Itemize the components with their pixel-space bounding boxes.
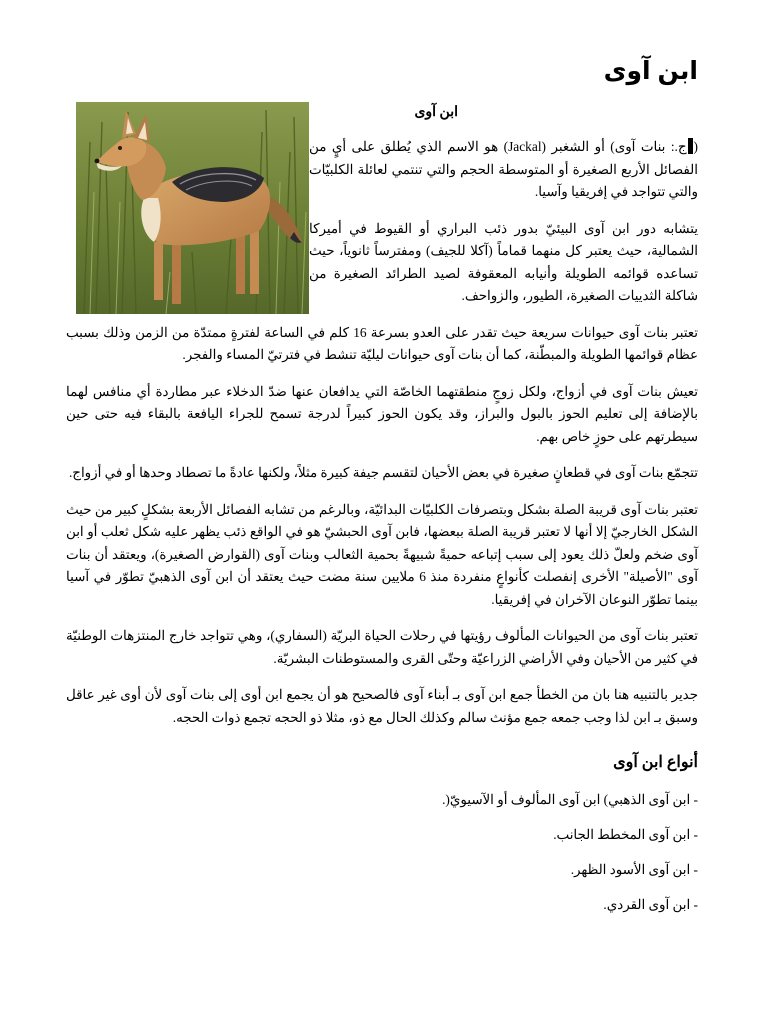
types-heading: أنواع ابن آوى (613, 754, 698, 771)
paragraph-4: تتجمّع بنات آوى في قطعانٍ صغيرة في بعض الأحيان لتقسم جيفة كبيرة مثلاً، ولكنها عادةً ما تصطاد وحدها أو في أزواج. (68, 465, 698, 480)
paragraph-7: جدير بالتنبيه هنا بان من الخطأ جمع ابن آوى بـ أبناء آوى فالصحيح هو أن يجمع ابن أوى إلى بنات آوى لأن أوى غير عاقل وسبق بـ ابن لذا وجب جمعه جمع مؤنث سالم وكذلك الحال مع ذو، مثلا ذو الحجه تجمع ذوات الحجه. (66, 687, 698, 725)
paragraph-2: تعتبر بنات آوى حيوانات سريعة حيث تقدر على العدو بسرعة 16 كلم في الساعة لفترةٍ ممتدّة من الزمن وذلك بسبب عظام قوائمها الطويلة والمبطّنة، كما أن بنات آوى حيوانات ليليّة تنشط في فترتيّ المساء والفجر. (66, 324, 698, 362)
jackal-image (76, 102, 309, 314)
list-item: - ابن آوى القردي. (603, 897, 698, 912)
image-label: ابن آوى (414, 105, 458, 120)
paragraph-5: تعتبر بنات آوى قريبة الصلة بشكل وبتصرفات الكلبيّات البدائيّة، وبالرغم من تشابه الفصائل الأربعة بشكلٍ كبير من حيث الشكل الخارجيّ إلا أنها لا تعتبر قريبة الصلة ببعضها، فابن آوى الحبشيّ هو في الواقع ذئب يظهر عليه شكل ثعلب أو ابن آوى ضخم ولعلّ ذلك يعود إلى سبب إتباعه حميةً شبيهةً بحمية الثعالب وبنات آوى (القوارض الصغيرة)، ويعتقد أن بنات آوى "الأصيلة" الأخرى إنفصلت كأنواعٍ منفردة منذ 6 ملايين سنة مضت حيث يعتقد أن ابن آوى الذهبيّ تطوّر في آسيا بينما تطوّر النوعان الآخران في إفريقيا. (66, 501, 698, 607)
list-item: - ابن آوى المخطط الجانب. (553, 827, 698, 842)
list-item: - ابن آوى الذهبي) ابن آوى المألوف أو الآسيويّ(. (442, 792, 698, 807)
paragraph-6: تعتبر بنات آوى من الحيوانات المألوف رؤيتها في رحلات الحياة البريّة (السفاري)، وهي تتواجد خارج المنتزهات الوطنيّة في كثير من الأحيان وفي الأراضي الزراعيّة وحتّى القرى والمستوطنات البشريّة. (66, 628, 698, 666)
types-list (66, 789, 698, 916)
paragraph-1: يتشابه دور ابن آوى البيئيّ بدور ذئب البراري أو القيوط في أميركا الشمالية، حيث يعتبر كل منهما قماماً (آكلا للجيف) ومفترساً ثانوياً، حيث تساعده قوائمه الطويلة وأنيابه المعقوفة لصيد الطرائد الصغيرة من شاكلة الثدييات الصغيرة، الطيور، والزواحف. (309, 220, 698, 303)
intro-text: ج.: بنات آوى) أو الشغبر (Jackal) هو الاسم الذي يُطلق على أيٍ من الفصائل الأربع الصغيرة أو المتوسطة الحجم والتي تنتمي لعائلة الكلبيّات والتي تتواجد في إفريقيا وآسيا. (309, 139, 698, 199)
list-item: - ابن آوى الأسود الظهر. (570, 862, 698, 877)
intro-open-paren: ( (693, 139, 698, 154)
paragraph-3: تعيش بنات آوى في أزواج، ولكل زوجٍ منطقتهما الخاصّة التي يدافعان عنها ضدّ الدخلاء عبر مطاردة أي منافس لهما بالإضافة إلى تعليم الحوز بالبول والبراز، وقد يكون الحوز كبيراً لدرجة تسمح للجراء اليافعة بالبقاء فيه حتى حين سيطرتهم على حوزٍ خاص بهم. (66, 383, 698, 444)
jackal-photo (76, 102, 309, 314)
document-title: ابن آوى (603, 57, 698, 85)
document-page (66, 48, 698, 929)
text-cursor-icon (688, 138, 693, 154)
